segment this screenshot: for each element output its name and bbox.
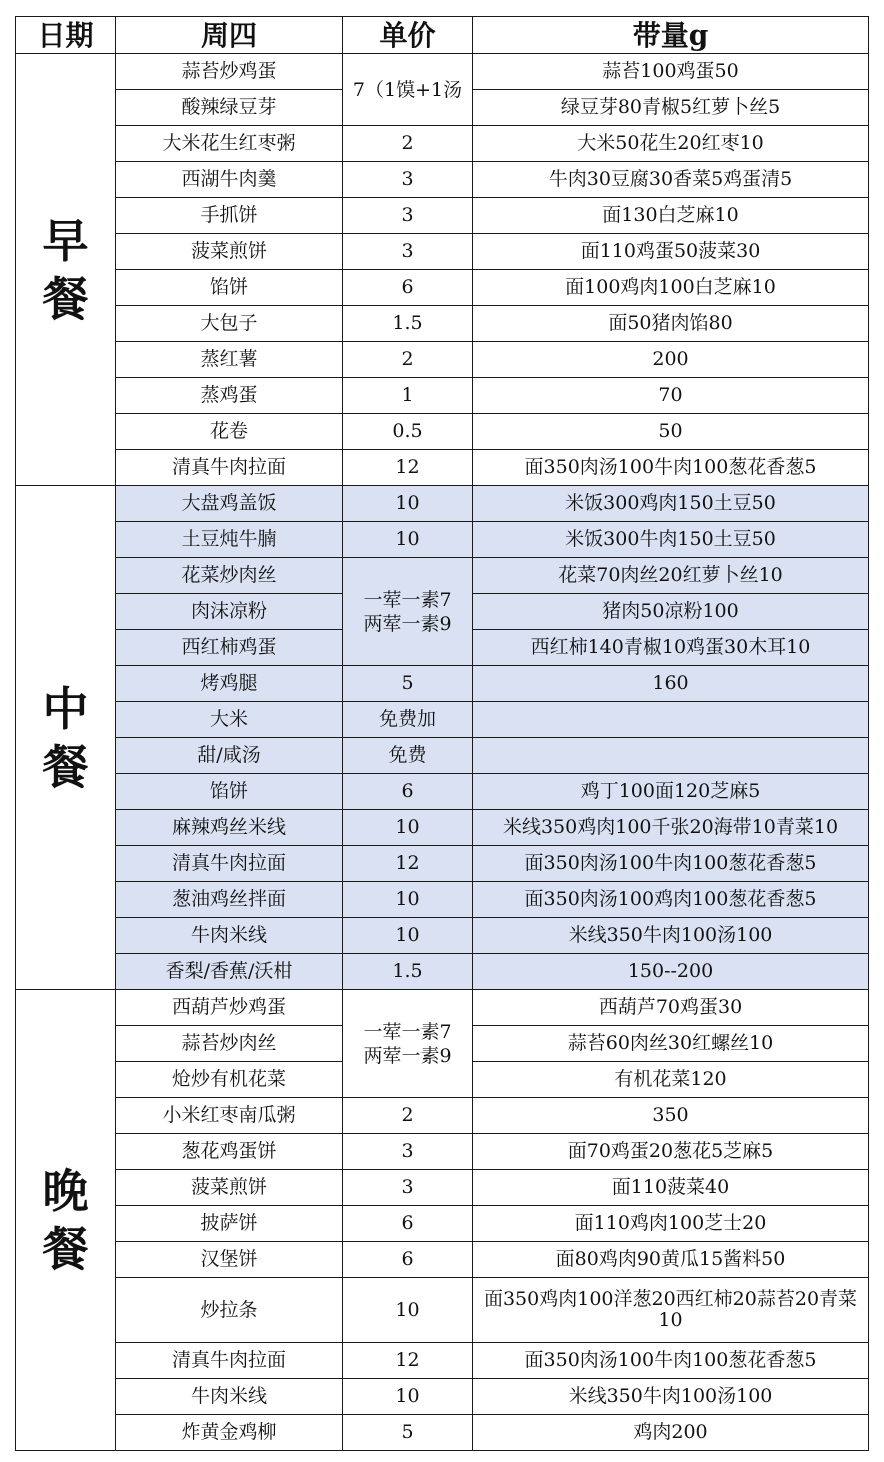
meal-label-breakfast: 早 餐	[16, 54, 116, 486]
unit-price: 2	[343, 342, 473, 378]
dish-name: 肉沫凉粉	[116, 594, 343, 630]
portion-grams: 米线350牛肉100汤100	[473, 918, 869, 954]
portion-grams: 面350肉汤100牛肉100葱花香葱5	[473, 846, 869, 882]
dish-name: 烤鸡腿	[116, 666, 343, 702]
menu-row	[16, 270, 869, 306]
dish-name: 西葫芦炒鸡蛋	[116, 990, 343, 1026]
dish-name: 蒜苔炒鸡蛋	[116, 54, 343, 90]
dish-name: 大米	[116, 702, 343, 738]
menu-row	[16, 990, 869, 1026]
unit-price: 5	[343, 666, 473, 702]
portion-grams: 花菜70肉丝20红萝卜丝10	[473, 558, 869, 594]
dish-name: 甜/咸汤	[116, 738, 343, 774]
dish-name: 西红柿鸡蛋	[116, 630, 343, 666]
unit-price: 10	[343, 1278, 473, 1343]
portion-grams: 350	[473, 1098, 869, 1134]
menu-row	[16, 342, 869, 378]
dish-name: 牛肉米线	[116, 1379, 343, 1415]
menu-row	[16, 1343, 869, 1379]
portion-grams: 蒜苔60肉丝30红螺丝10	[473, 1026, 869, 1062]
dish-name: 土豆炖牛腩	[116, 522, 343, 558]
unit-price: 5	[343, 1415, 473, 1451]
dish-name: 炝炒有机花菜	[116, 1062, 343, 1098]
portion-grams: 大米50花生20红枣10	[473, 126, 869, 162]
portion-grams: 鸡丁100面120芝麻5	[473, 774, 869, 810]
unit-price: 2	[343, 126, 473, 162]
menu-row	[16, 1206, 869, 1242]
portion-grams: 面130白芝麻10	[473, 198, 869, 234]
menu-row	[16, 774, 869, 810]
dish-name: 西湖牛肉羹	[116, 162, 343, 198]
menu-row	[16, 702, 869, 738]
menu-row	[16, 810, 869, 846]
dish-name: 馅饼	[116, 774, 343, 810]
unit-price: 12	[343, 846, 473, 882]
unit-price: 12	[343, 450, 473, 486]
unit-price: 6	[343, 1206, 473, 1242]
portion-grams: 米饭300牛肉150土豆50	[473, 522, 869, 558]
unit-price: 3	[343, 162, 473, 198]
dish-name: 披萨饼	[116, 1206, 343, 1242]
header-day: 周四	[116, 17, 343, 54]
dish-name: 清真牛肉拉面	[116, 1343, 343, 1379]
header-portion: 带量g	[473, 17, 869, 54]
unit-price: 3	[343, 1170, 473, 1206]
unit-price: 3	[343, 1134, 473, 1170]
portion-grams: 猪肉50凉粉100	[473, 594, 869, 630]
menu-body	[16, 54, 869, 1451]
portion-grams: 面350鸡肉100洋葱20西红柿20蒜苔20青菜10	[473, 1278, 869, 1343]
portion-grams: 西红柿140青椒10鸡蛋30木耳10	[473, 630, 869, 666]
portion-grams: 面350肉汤100牛肉100葱花香葱5	[473, 450, 869, 486]
portion-grams: 米线350鸡肉100千张20海带10青菜10	[473, 810, 869, 846]
portion-grams: 有机花菜120	[473, 1062, 869, 1098]
dish-name: 花菜炒肉丝	[116, 558, 343, 594]
portion-grams: 面350肉汤100鸡肉100葱花香葱5	[473, 882, 869, 918]
dish-name: 麻辣鸡丝米线	[116, 810, 343, 846]
dish-name: 蒜苔炒肉丝	[116, 1026, 343, 1062]
dish-name: 手抓饼	[116, 198, 343, 234]
portion-grams: 200	[473, 342, 869, 378]
unit-price: 6	[343, 270, 473, 306]
menu-row	[16, 558, 869, 594]
menu-row	[16, 666, 869, 702]
menu-row	[16, 162, 869, 198]
unit-price: 10	[343, 1379, 473, 1415]
menu-row	[16, 378, 869, 414]
menu-row	[16, 126, 869, 162]
portion-grams: 150--200	[473, 954, 869, 990]
dish-name: 炒拉条	[116, 1278, 343, 1343]
portion-grams: 面100鸡肉100白芝麻10	[473, 270, 869, 306]
dish-name: 清真牛肉拉面	[116, 450, 343, 486]
unit-price: 10	[343, 918, 473, 954]
menu-row	[16, 450, 869, 486]
unit-price: 0.5	[343, 414, 473, 450]
unit-price: 6	[343, 1242, 473, 1278]
header-date: 日期	[16, 17, 116, 54]
dish-name: 葱花鸡蛋饼	[116, 1134, 343, 1170]
menu-row	[16, 918, 869, 954]
portion-grams: 面80鸡肉90黄瓜15酱料50	[473, 1242, 869, 1278]
dish-name: 大米花生红枣粥	[116, 126, 343, 162]
dish-name: 馅饼	[116, 270, 343, 306]
dish-name: 蒸鸡蛋	[116, 378, 343, 414]
menu-table	[15, 16, 869, 1451]
menu-row	[16, 54, 869, 90]
menu-row	[16, 1098, 869, 1134]
dish-name: 蒸红薯	[116, 342, 343, 378]
portion-grams: 牛肉30豆腐30香菜5鸡蛋清5	[473, 162, 869, 198]
unit-price: 7（1馍+1汤	[343, 54, 473, 126]
dish-name: 牛肉米线	[116, 918, 343, 954]
portion-grams: 蒜苔100鸡蛋50	[473, 54, 869, 90]
unit-price: 10	[343, 486, 473, 522]
portion-grams: 西葫芦70鸡蛋30	[473, 990, 869, 1026]
portion-grams: 50	[473, 414, 869, 450]
unit-price: 10	[343, 882, 473, 918]
unit-price: 6	[343, 774, 473, 810]
unit-price: 1.5	[343, 306, 473, 342]
portion-grams: 160	[473, 666, 869, 702]
unit-price: 3	[343, 198, 473, 234]
unit-price: 一荤一素7 两荤一素9	[343, 990, 473, 1098]
portion-grams: 米饭300鸡肉150土豆50	[473, 486, 869, 522]
portion-grams: 鸡肉200	[473, 1415, 869, 1451]
portion-grams: 面50猪肉馅80	[473, 306, 869, 342]
unit-price: 1	[343, 378, 473, 414]
portion-grams	[473, 738, 869, 774]
unit-price: 一荤一素7 两荤一素9	[343, 558, 473, 666]
menu-row	[16, 1415, 869, 1451]
menu-row	[16, 738, 869, 774]
menu-row	[16, 414, 869, 450]
menu-row	[16, 306, 869, 342]
dish-name: 菠菜煎饼	[116, 234, 343, 270]
menu-row	[16, 1379, 869, 1415]
header-row	[16, 17, 869, 54]
menu-row	[16, 1170, 869, 1206]
unit-price: 1.5	[343, 954, 473, 990]
portion-grams: 米线350牛肉100汤100	[473, 1379, 869, 1415]
dish-name: 汉堡饼	[116, 1242, 343, 1278]
menu-row	[16, 1278, 869, 1343]
unit-price: 免费加	[343, 702, 473, 738]
portion-grams: 面110菠菜40	[473, 1170, 869, 1206]
meal-label-lunch: 中 餐	[16, 486, 116, 990]
portion-grams	[473, 702, 869, 738]
dish-name: 香梨/香蕉/沃柑	[116, 954, 343, 990]
menu-row	[16, 486, 869, 522]
unit-price: 12	[343, 1343, 473, 1379]
menu-row	[16, 1134, 869, 1170]
meal-label-dinner: 晚 餐	[16, 990, 116, 1451]
portion-grams: 绿豆芽80青椒5红萝卜丝5	[473, 90, 869, 126]
dish-name: 酸辣绿豆芽	[116, 90, 343, 126]
menu-row	[16, 846, 869, 882]
dish-name: 炸黄金鸡柳	[116, 1415, 343, 1451]
dish-name: 大盘鸡盖饭	[116, 486, 343, 522]
menu-row	[16, 1242, 869, 1278]
dish-name: 花卷	[116, 414, 343, 450]
unit-price: 免费	[343, 738, 473, 774]
dish-name: 葱油鸡丝拌面	[116, 882, 343, 918]
unit-price: 10	[343, 522, 473, 558]
dish-name: 大包子	[116, 306, 343, 342]
portion-grams: 面70鸡蛋20葱花5芝麻5	[473, 1134, 869, 1170]
portion-grams: 面110鸡肉100芝士20	[473, 1206, 869, 1242]
menu-row	[16, 198, 869, 234]
portion-grams: 70	[473, 378, 869, 414]
dish-name: 菠菜煎饼	[116, 1170, 343, 1206]
dish-name: 小米红枣南瓜粥	[116, 1098, 343, 1134]
portion-grams: 面110鸡蛋50菠菜30	[473, 234, 869, 270]
dish-name: 清真牛肉拉面	[116, 846, 343, 882]
portion-grams: 面350肉汤100牛肉100葱花香葱5	[473, 1343, 869, 1379]
menu-row	[16, 522, 869, 558]
menu-row	[16, 954, 869, 990]
unit-price: 10	[343, 810, 473, 846]
menu-row	[16, 882, 869, 918]
header-price: 单价	[343, 17, 473, 54]
unit-price: 3	[343, 234, 473, 270]
menu-row	[16, 234, 869, 270]
unit-price: 2	[343, 1098, 473, 1134]
